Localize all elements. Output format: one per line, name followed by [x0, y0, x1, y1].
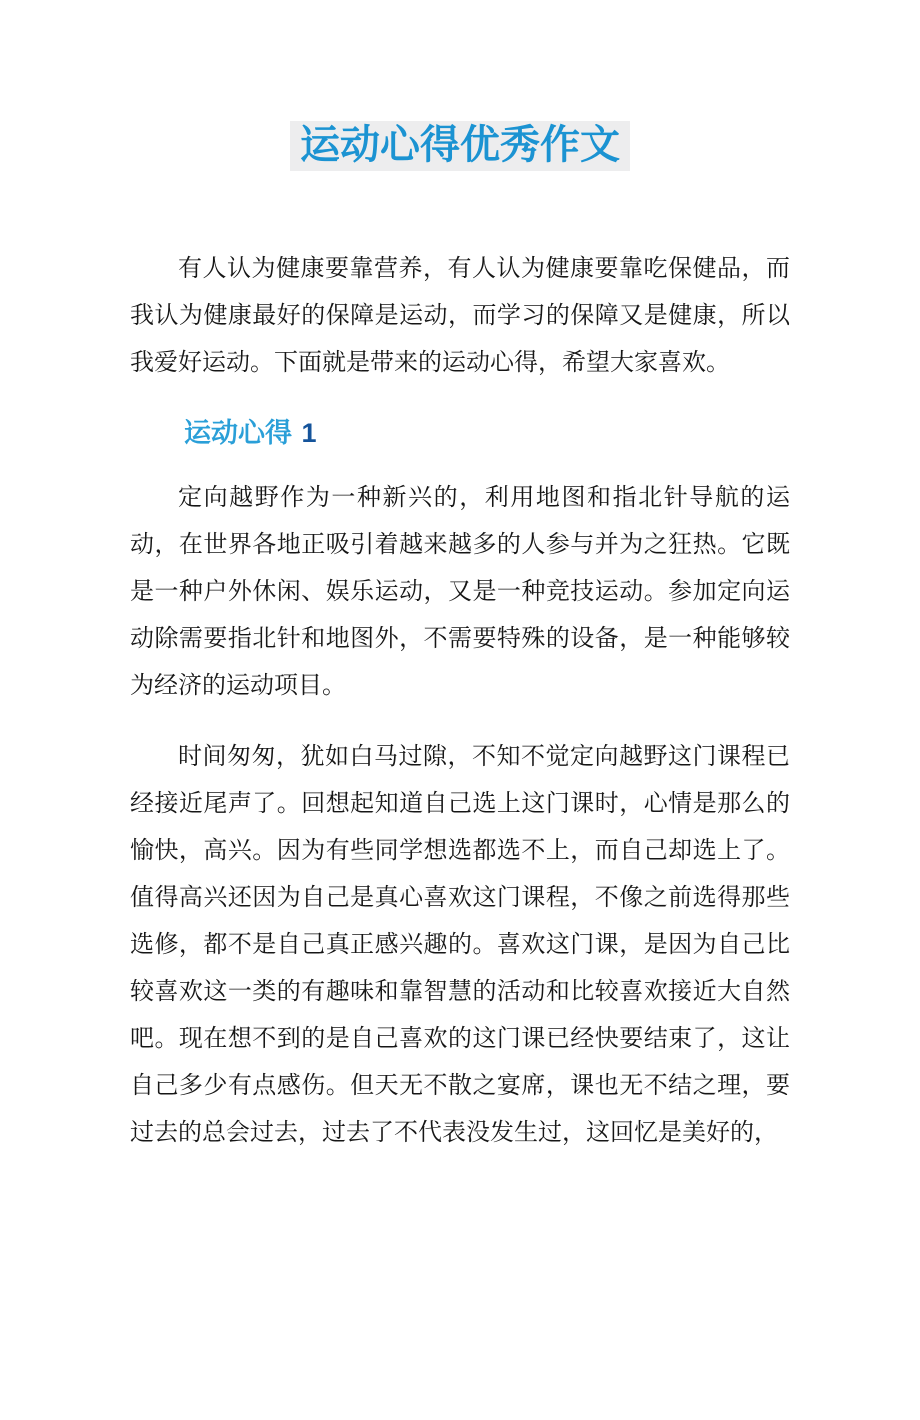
- paragraph-intro: 有人认为健康要靠营养，有人认为健康要靠吃保健品，而我认为健康最好的保障是运动，而学习的保障又是健康，所以我爱好运动。下面就是带来的运动心得，希望大家喜欢。: [130, 256, 790, 376]
- section-heading-label: 运动心得: [184, 418, 292, 448]
- document-title-text: 运动心得优秀作文: [290, 121, 630, 171]
- section-heading: [130, 413, 790, 453]
- document-page: [0, 118, 920, 1420]
- section-heading-number: 1: [301, 418, 317, 448]
- paragraph-course-reflection: 时间匆匆，犹如白马过隙，不知不觉定向越野这门课程已经接近尾声了。回想起知道自己选上这门课时，心情是那么的愉快，高兴。因为有些同学想选都选不上，而自己却选上了。值得高兴还因为自己是真心喜欢这门课程，不像之前选得那些选修，都不是自己真正感兴趣的。喜欢这门课，是因为自己比较喜欢这一类的有趣味和靠智慧的活动和比较喜欢接近大自然吧。现在想不到的是自己喜欢的这门课已经快要结束了，这让自己多少有点感伤。但天无不散之宴席，课也无不结之理，要过去的总会过去，过去了不代表没发生过，这回忆是美好的，: [130, 744, 790, 1146]
- paragraph-orienteering-intro: 定向越野作为一种新兴的，利用地图和指北针导航的运动，在世界各地正吸引着越来越多的人参与并为之狂热。它既是一种户外休闲、娱乐运动，又是一种竞技运动。参加定向运动除需要指北针和地图外，不需要特殊的设备，是一种能够较为经济的运动项目。: [130, 485, 790, 699]
- document-title: [130, 118, 790, 172]
